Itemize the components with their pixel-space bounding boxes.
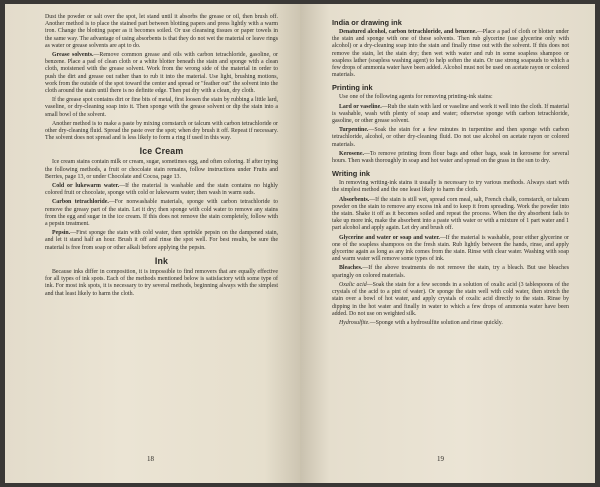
kerosene-lead: Kerosene. <box>339 150 364 157</box>
kerosene-paragraph <box>332 151 569 165</box>
writing-ink-intro: In removing writing-ink stains it usually is necessary to try various methods. Always start with the simplest method and the one least likely to harm the cloth. <box>332 180 569 194</box>
printing-ink-heading: Printing ink <box>332 83 373 93</box>
booklet-spread <box>5 4 595 483</box>
absorbents-paragraph <box>332 197 569 233</box>
oxalic-acid-paragraph <box>332 282 569 318</box>
turpentine-lead: Turpentine. <box>339 127 369 134</box>
carbon-tet-text: —For nonwashable materials, sponge with carbon tetrachloride to remove the greasy part of the stain. Let it dry; then sponge with cold water to remove any stains from the egg and sugar in the ice cream. If this does not remove the stain completely, follow with a pepsin treatment. <box>45 199 279 228</box>
ink-intro: Because inks differ in composition, it is impossible to find removers that are equally effective for all types of ink spots. Each of the methods mentioned below is satisfactory with some type of ink. For most ink spots, it is necessary to try several methods, beginning always with the simplest and that least likely to harm the cloth. <box>45 268 278 297</box>
printing-ink-intro: Use one of the following agents for removing printing-ink stains: <box>339 94 493 101</box>
oxalic-acid-lead: Oxalic acid <box>339 281 367 288</box>
pepsin-paragraph <box>45 230 278 252</box>
cold-water-lead: Cold or lukewarm water. <box>52 183 120 190</box>
bleaches-paragraph <box>332 265 569 279</box>
oxalic-acid-text: —Soak the stain for a few seconds in a solution of oxalic acid (3 tablespoons of the crystals of the acid to a pint of water). Or sponge the stain well with cold water, then stretch the stain over a bowl of hot water, and apply crystals of oxalic acid directly to the stain. Rinse by dipping in the hot water and finally in water to which a few drops of ammonia water have been added. Do not use on weighted silk. <box>332 281 569 317</box>
page-number-left: 18 <box>147 455 154 463</box>
kerosene-text: —To remove printing from flour bags and other bags, soak in kerosene for several hours. Then wash thoroughly in soap and hot water and spread on the grass in the sun to dry. <box>332 150 569 165</box>
hydrosulfite-paragraph <box>332 320 569 327</box>
grease-solvents-paragraph <box>45 52 278 95</box>
denatured-alcohol-text: —Place a pad of cloth or blotter under the stain and sponge with one of these solvents. Then rub glycerine (use glycerine only with alcohol) or a dry-cleaning soap into the stain and finally rinse out with the solvent. If this does not remove the stain, let the stain dry; then wet with water and rub in some soapless shampoo or soapless lather (soapless washing agent) to help soften the stain. Or use strong soapsuds to which a few drops of ammonia water have been added. Alcohol must not be used on acetate rayon or colored materials. <box>332 29 569 79</box>
grease-solvents-lead: Grease solvents. <box>52 52 94 59</box>
absorbents-text: —If the stain is still wet, spread corn meal, salt, French chalk, cornstarch, or talcum powder on the stain to remove any excess ink and to keep it from spreading. Work the powder into the stain. Shake it off as it becomes soiled and repeat the process. When the dry absorbent fails to take up more ink, make the absorbent into a paste with water or with a mixture of 1 part water and 1 part alcohol and apply again. Let dry and brush off. <box>332 196 569 232</box>
grease-absorbent-paragraph: Dust the powder or salt over the spot, let stand until it absorbs the grease or oil, then brush off. Another method is to place the stained part between blotting papers and press lightly with a warm iron. Change the blotting paper as it becomes soiled. Or use cleansing tissues or paper towels in the same way. The advantage of using absorbents is that they do not wet the material or leave rings as water or grease solvents are apt to do. <box>45 14 278 49</box>
india-ink-heading: India or drawing ink <box>332 18 402 27</box>
glycerine-text: —If the material is washable, pour either glycerine or one of the soapless shampoos on the fresh stain. Rub lightly between the hands, rinse, and apply glycerine again as long as any ink comes from the stain. Rinse with clear water. Washing with soap and warm water will remove some types of ink. <box>332 234 569 263</box>
ice-cream-heading: Ice Cream <box>139 146 184 157</box>
bleaches-text: —If the above treatments do not remove the stain, try a bleach. But use bleaches sparingly on colored materials. <box>332 265 569 279</box>
lard-paragraph <box>332 104 569 126</box>
pepsin-text: —First sponge the stain with cold water, then sprinkle pepsin on the dampened stain, and let it stand half an hour. Brush it off and rinse the spot well. For best results, be sure the material is free from soap or other alkali before applying the pepsin. <box>45 230 278 251</box>
bleaches-lead: Bleaches. <box>339 265 363 272</box>
glycerine-lead: Glycerine and water or soap and water. <box>339 234 440 241</box>
turpentine-paragraph <box>332 127 569 149</box>
grease-solvents-text: —Remove common grease and oils with carbon tetrachloride, gasoline, or benzene. Place a pad of clean cloth or a white blotter beneath the stain and sponge with a clean cloth, moistened with the grease solvent. Work from the wrong side of the material in order to push the dirt and grease out rather than to rub it into the material. Use light, brushing motions, work from the outside of the spot toward the center and spread or "feather out" the solvent into the cloth around the stain until there is no definite edge. Then put dry with a clean, dry cloth. <box>45 52 278 95</box>
grease-paste-paragraph: Another method is to make a paste by mixing cornstarch or talcum with carbon tetrachloride or other dry-cleaning fluid. Spread the paste over the spot; when dry brush it off. Repeat if necessary. The solvent does not spread and is less likely to form a ring if used in this way. <box>45 120 278 142</box>
absorbents-lead: Absorbents. <box>339 196 370 203</box>
glycerine-paragraph <box>332 235 569 264</box>
hydrosulfite-lead: Hydrosulfite. <box>339 319 370 326</box>
ink-heading: Ink <box>154 255 169 266</box>
cold-water-paragraph <box>45 183 278 197</box>
lard-lead: Lard or vaseline. <box>339 103 382 110</box>
carbon-tet-lead: Carbon tetrachloride. <box>52 199 109 206</box>
hydrosulfite-text: —Sponge with a hydrosulfite solution and rinse quickly. <box>369 319 503 326</box>
lard-text: —Rub the stain with lard or vaseline and work it well into the cloth. If material is washable, wash with plenty of soap and water; otherwise sponge with carbon tetrachloride, gasoline, or other grease solvent. <box>332 103 569 125</box>
turpentine-text: —Soak the stain for a few minutes in turpentine and then sponge with carbon tetrachloride, alcohol, or other dry-cleaning fluid. Do not use alcohol on acetate rayon or colored materials. <box>332 127 569 148</box>
page-number-right: 19 <box>437 455 444 463</box>
right-page <box>300 4 595 483</box>
ice-cream-intro: Ice cream stains contain milk or cream, sugar, sometimes egg, and often coloring. If after trying the following methods, a fruit or chocolate stain remains, follow instructions under Fruits and Berries, page 13, or under Chocolate and Cocoa, page 13. <box>45 159 278 180</box>
denatured-alcohol-lead: Denatured alcohol, carbon tetrachloride, and benzene. <box>339 29 477 35</box>
left-page <box>5 4 300 483</box>
pepsin-lead: Pepsin. <box>52 230 71 237</box>
grease-metal-paragraph: If the grease spot contains dirt or fine bits of metal, first loosen the stain by rubbing a little lard, vaseline, or dry-cleaning soap into it. Then sponge with the grease solvent or dip the stain into a small bowl of the solvent. <box>45 97 278 118</box>
cold-water-text: —If the material is washable and the stain contains no highly colored fruit or chocolate, sponge with cold or lukewarm water; then wash in warm suds. <box>45 183 278 197</box>
carbon-tet-paragraph <box>45 199 278 228</box>
denatured-alcohol-paragraph <box>332 29 569 79</box>
writing-ink-heading: Writing ink <box>332 169 371 179</box>
